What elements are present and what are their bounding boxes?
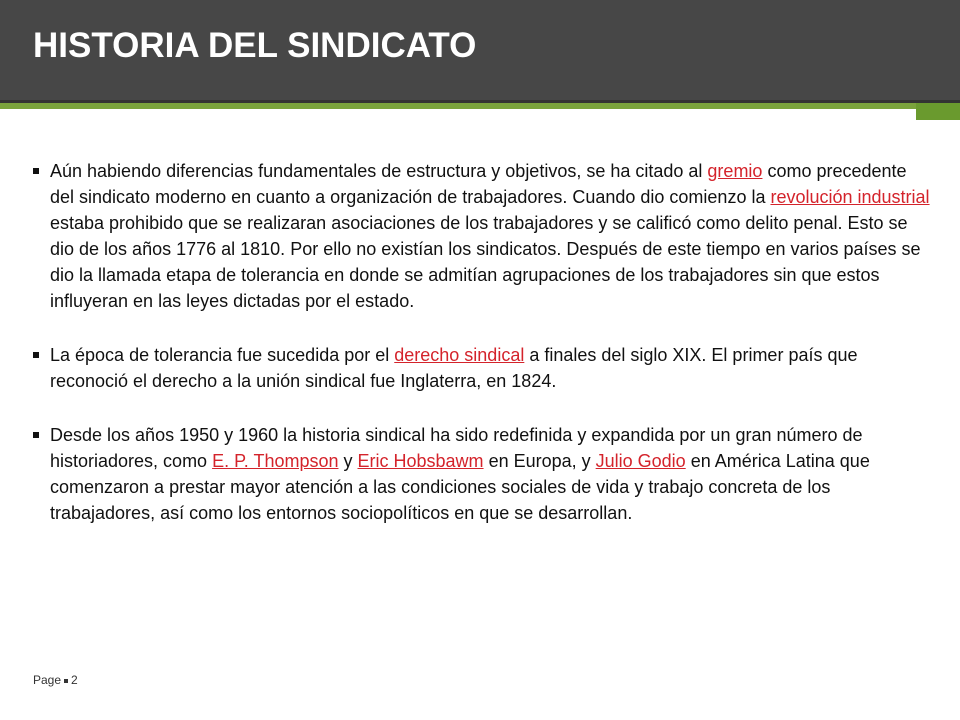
bullet-paragraph [33, 342, 933, 394]
accent-band [0, 103, 960, 109]
hyperlink[interactable]: E. P. Thompson [212, 451, 339, 471]
bullet-paragraph [33, 422, 933, 526]
paragraph-text: Aún habiendo diferencias fundamentales de estructura y objetivos, se ha citado al [50, 161, 708, 181]
square-bullet-icon [33, 352, 39, 358]
paragraph-text: La época de tolerancia fue sucedida por el [50, 345, 395, 365]
paragraph-text: como precedente del sindicato moderno en cuanto a organización de trabajadores. Cuando dio comienzo la [50, 161, 907, 207]
slide-title: HISTORIA DEL SINDICATO [33, 26, 477, 65]
paragraph-text: Desde los años 1950 y 1960 la historia sindical ha sido redefinida y expandida por un gran número de historiadores, como [50, 425, 863, 471]
paragraph-text: a finales del siglo XIX. El primer país que reconoció el derecho a la unión sindical fue Inglaterra, en 1824. [50, 345, 858, 391]
square-bullet-icon [33, 168, 39, 174]
page-label: Page [33, 673, 62, 687]
paragraph-text: estaba prohibido que se realizaran asociaciones de los trabajadores y se calificó como delito penal. Esto se dio de los años 1776 al 1810. Por ello no existían los sindicatos. Después de este tiempo en varios países se dio la llamada etapa de tolerancia en donde se admitían agrupaciones de los trabajadores sin que estos influyeran en las leyes dictadas por el estado. [50, 213, 921, 311]
square-bullet-icon [64, 679, 68, 683]
title-bar [0, 0, 960, 100]
page-number: 2 [71, 673, 78, 687]
accent-corner-block [916, 103, 960, 120]
hyperlink[interactable]: Julio Godio [595, 451, 686, 471]
hyperlink[interactable]: revolución industrial [770, 187, 930, 207]
paragraph-text: en Europa, y [483, 451, 596, 471]
paragraph-text: y [338, 451, 358, 471]
hyperlink[interactable]: Eric Hobsbawm [357, 451, 484, 471]
bullet-paragraph [33, 158, 933, 314]
slide-body [33, 158, 933, 526]
paragraph-text: en América Latina que comenzaron a prestar mayor atención a las condiciones sociales de vida y trabajo concreta de los trabajadores, así como los entornos sociopolíticos en que se desarrollan. [50, 451, 870, 523]
hyperlink[interactable]: derecho sindical [394, 345, 525, 365]
slide-footer [33, 673, 78, 687]
square-bullet-icon [33, 432, 39, 438]
hyperlink[interactable]: gremio [707, 161, 763, 181]
